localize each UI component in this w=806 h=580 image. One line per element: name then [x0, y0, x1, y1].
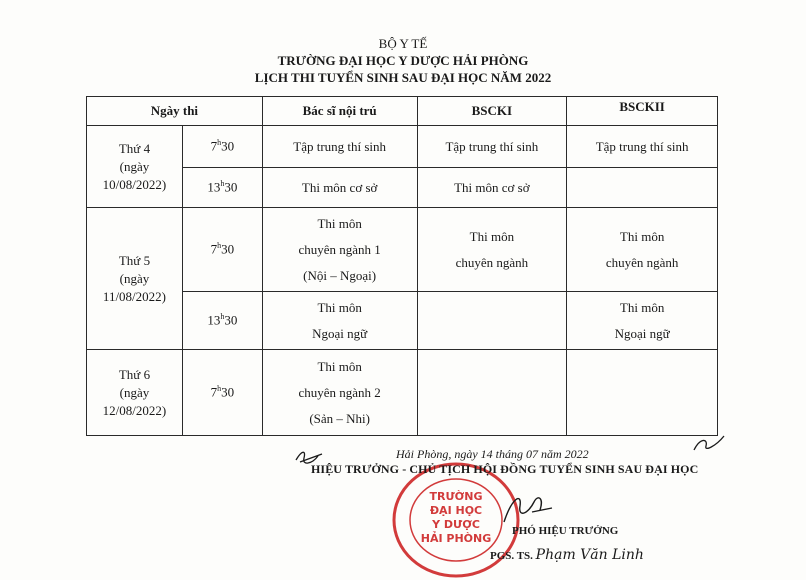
stamp-text-line: Y DƯỢC: [432, 518, 480, 531]
initial-signature-right: [690, 432, 730, 454]
signer-role: PHÓ HIỆU TRƯỞNG: [512, 525, 619, 537]
time-minute: 30: [221, 384, 235, 400]
bscki-cell: [417, 168, 567, 208]
bsckii-line: Ngoại ngữ: [614, 325, 670, 341]
exam-day-cell: [87, 208, 183, 350]
bscki-cell: [417, 292, 567, 350]
time-slot-cell: [182, 350, 262, 436]
time-minute: 30: [224, 179, 238, 195]
stamp-text-line: ĐẠI HỌC: [429, 504, 483, 517]
bsnt-line: Thi môn cơ sở: [301, 179, 378, 195]
table-row: [87, 208, 718, 292]
time-hour: 7: [210, 138, 218, 154]
time-hour: 7: [210, 241, 218, 257]
bsckii-cell: [567, 126, 718, 168]
time-minute: 30: [221, 241, 235, 257]
signer-degree: PGS. TS.: [490, 550, 533, 562]
bsnt-cell: [262, 292, 417, 350]
bsckii-line: Thi môn: [619, 228, 665, 244]
time-hour: 13: [207, 312, 221, 328]
time-hour: 7: [210, 384, 218, 400]
exam-day-cell: [87, 126, 183, 208]
time-minute: 30: [221, 138, 235, 154]
stamp-text-line: TRƯỜNG: [429, 490, 483, 503]
time-slot-cell: [182, 208, 262, 292]
day-name: Thứ 4: [118, 140, 151, 156]
signer-full-name: Phạm Văn Linh: [535, 547, 644, 563]
signer-title: HIỆU TRƯỞNG - CHỦ TỊCH HỘI ĐỒNG TUYỂN SINH SAU ĐẠI HỌC: [311, 462, 699, 476]
time-slot-cell: [182, 168, 262, 208]
time-minute: 30: [224, 312, 238, 328]
bsckii-line: Tập trung thí sinh: [595, 138, 689, 154]
bsnt-line: chuyên ngành 2: [298, 384, 381, 400]
bsnt-line: (Nội – Ngoại): [303, 267, 377, 283]
school-name: TRƯỜNG ĐẠI HỌC Y DƯỢC HẢI PHÒNG: [277, 53, 529, 68]
bsnt-line: Ngoại ngữ: [312, 325, 368, 341]
schedule-body: [87, 126, 718, 436]
issue-date-line: Hải Phòng, ngày 14 tháng 07 năm 2022: [396, 447, 589, 461]
bsckii-cell: [567, 292, 718, 350]
signer-name: [490, 547, 644, 563]
stamp-text-line: HẢI PHÒNG: [420, 532, 492, 545]
day-date: (ngày 11/08/2022): [102, 270, 166, 304]
bsnt-line: Thi môn: [317, 215, 362, 231]
header-bsnt: Bác sĩ nội trú: [262, 97, 417, 126]
time-hour-marker: h: [217, 241, 222, 251]
ministry-name: BỘ Y TẾ: [378, 36, 428, 51]
bsnt-line: Thi môn: [317, 358, 362, 374]
bsnt-cell: [262, 208, 417, 292]
table-header-row: [87, 97, 718, 126]
time-slot-cell: [182, 292, 262, 350]
time-hour-marker: h: [220, 312, 225, 322]
bsckii-line: chuyên ngành: [605, 254, 679, 270]
day-name: Thứ 5: [118, 252, 151, 268]
day-date: (ngày 12/08/2022): [102, 384, 167, 418]
bsnt-line: (Sản – Nhi): [309, 410, 370, 426]
bsnt-line: Tập trung thí sinh: [293, 138, 387, 154]
bsnt-line: Thi môn: [317, 299, 362, 315]
bsckii-cell: [567, 168, 718, 208]
time-hour-marker: h: [220, 179, 225, 189]
bsnt-cell: [262, 168, 417, 208]
bscki-line: Thi môn cơ sở: [454, 179, 530, 195]
header-bscki: BSCKI: [417, 97, 567, 126]
bscki-line: Thi môn: [469, 228, 515, 244]
bsckii-cell: [567, 208, 718, 292]
time-hour: 13: [207, 179, 221, 195]
bsnt-cell: [262, 126, 417, 168]
header-bsckii: BSCKII: [567, 97, 718, 126]
document-title: LỊCH THI TUYỂN SINH SAU ĐẠI HỌC NĂM 2022: [254, 70, 552, 85]
exam-day-cell: [87, 350, 183, 436]
handwritten-signature: [498, 488, 558, 528]
bscki-cell: [417, 350, 567, 436]
day-name: Thứ 6: [118, 366, 151, 382]
time-hour-marker: h: [217, 138, 222, 148]
bsnt-cell: [262, 350, 417, 436]
header-exam-day: Ngày thi: [87, 97, 263, 126]
bscki-line: Tập trung thí sinh: [445, 138, 539, 154]
bscki-cell: [417, 126, 567, 168]
table-row: [87, 126, 718, 168]
exam-schedule-table: [86, 96, 718, 436]
bscki-line: chuyên ngành: [455, 254, 529, 270]
day-date: (ngày 10/08/2022): [102, 158, 167, 192]
time-slot-cell: [182, 126, 262, 168]
bsckii-cell: [567, 350, 718, 436]
bsnt-line: chuyên ngành 1: [298, 241, 381, 257]
time-hour-marker: h: [217, 384, 222, 394]
table-row: [87, 350, 718, 436]
bsckii-line: Thi môn: [619, 299, 665, 315]
bscki-cell: [417, 208, 567, 292]
